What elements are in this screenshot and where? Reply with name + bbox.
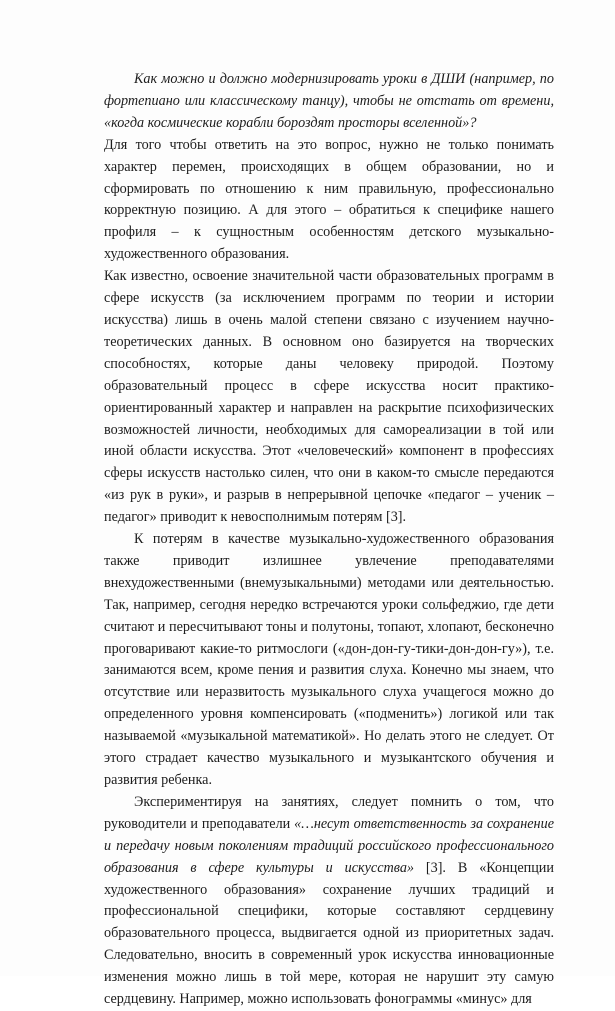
paragraph-3: К потерям в качестве музыкально-художественного образования также приводит излишнее увлечение преподавателями внехудожественными (внемузыкальными) методами или деятельностью. Так, например, сегодня нередко встречаются уроки сольфеджио, где дети считают и пересчитывают тоны и полутоны, топают, хлопают, бесконечно проговаривают какие-то ритмослоги («дон-дон-гу-тики-дон-дон-гу»), т.е. занимаются всем, кроме пения и развития слуха. Конечно мы знаем, что отсутствие или неразвитость музыкального слуха учащегося можно до определенного уровня компенсировать («подменить») логикой или так называемой «музыкальной математикой». Но делать этого не следует. От этого страдает качество музыкального и музыкантского обучения и развития ребенка. [104, 531, 554, 788]
paragraph-4-end: [3]. В «Концепции художественного образования» сохранение лучших традиций и профессиональной специфики, которые составляют сердцевину образовательного процесса, выдвигается одной из приоритетных задач. Следовательно, вносить в современный урок искусства инновационные изменения можно лишь в той мере, которая не нарушит эту самую сердцевину. Например, можно использовать фонограммы «минус» для [104, 859, 554, 1008]
paragraph-2: Как известно, освоение значительной части образовательных программ в сфере искусств (за исключением программ по теории и истории искусства) лишь в очень малой степени связано с изучением научно-теоретических данных. В основном оно базируется на творческих способностях, которые даны человеку природой. Поэтому образовательный процесс в сфере искусства носит практико-ориентированный характер и направлен на раскрытие психофизических возможностей личности, необходимых для самореализации в той или иной области искусства. Этот «человеческий» компонент в профессиях сферы искусств настолько силен, что они в каком-то смысле передаются «из рук в руки», и разрыв в непрерывной цепочке «педагог – ученик – педагог» приводит к невосполнимым потерям [3]. [104, 268, 554, 526]
quoted-citation: «…несут ответственность за сохранение и передачу новым поколениям традиций российского профессионального образования в сфере культуры и искусства» [104, 815, 554, 876]
paragraph-4 [104, 792, 554, 1011]
article-body [104, 69, 554, 1011]
paragraph-1: Для того чтобы ответить на это вопрос, нужно не только понимать характер перемен, происходящих в общем образовании, но и сформировать по отношению к ним правильную, профессионально корректную позицию. А для этого – обратиться к специфике нашего профиля – к сущностным особенностям детского музыкально-художественного образования. [104, 136, 554, 263]
paragraph-4-start: Экспериментируя на занятиях, следует помнить о том, что руководители и преподаватели [104, 793, 554, 832]
intro-question: Как можно и должно модернизировать уроки в ДШИ (например, по фортепиано или классическому танцу), чтобы не отстать от времени, «когда космические корабли бороздят просторы вселенной»? [104, 71, 554, 131]
